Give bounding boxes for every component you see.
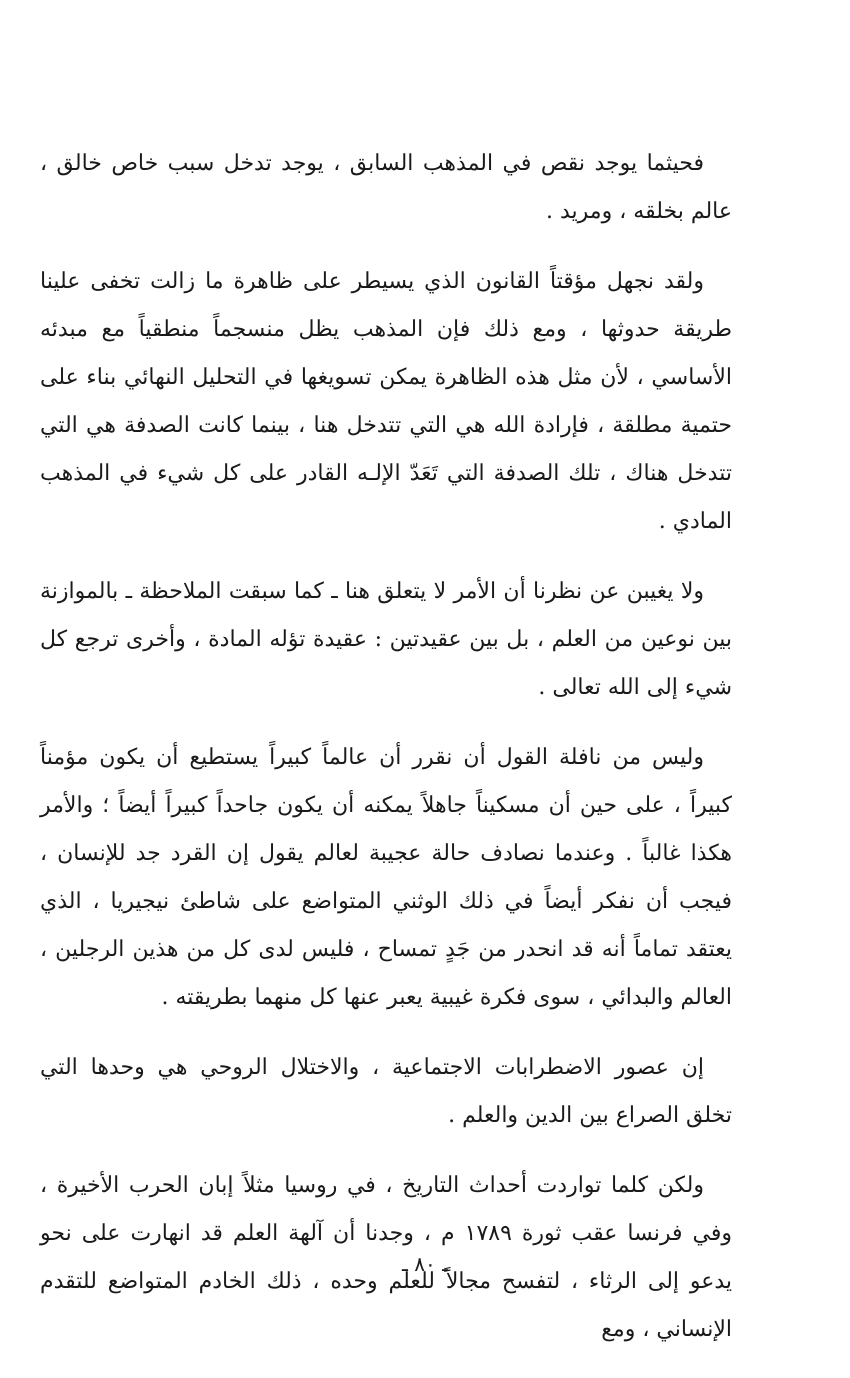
page-number: ـ ٨٠ ـ xyxy=(402,1252,448,1276)
paragraph-5: إن عصور الاضطرابات الاجتماعية ، والاختلال الروحي هي وحدها التي تخلق الصراع بين الدين والعلم . xyxy=(40,1055,732,1128)
paragraph-2: ولقد نجهل مؤقتاً القانون الذي يسيطر على ظاهرة ما زالت تخفى علينا طريقة حدوثها ، ومع ذلك فإن المذهب يظل منسجماً منطقياً مع مبدئه الأساسي ، لأن مثل هذه الظاهرة يمكن تسويغها في التحليل النهائي بناء على حتمية مطلقة ، فإرادة الله هي التي تتدخل هنا ، بينما كانت الصدفة هي التي تتدخل هناك ، تلك الصدفة التي تَعَدّ الإلـه القادر على كل شيء في المذهب المادي . xyxy=(40,269,732,534)
paragraph-6: ولكن كلما تواردت أحداث التاريخ ، في روسيا مثلاً إبان الحرب الأخيرة ، وفي فرنسا عقب ثورة ١٧٨٩ م ، وجدنا أن آلهة العلم قد انهارت على نحو يدعو إلى الرثاء ، لتفسح مجالاً للعلم وحده ، ذلك الخادم المتواضع للتقدم الإنساني ، ومع xyxy=(40,1173,732,1342)
body-text xyxy=(40,140,732,1376)
paragraph-1: فحيثما يوجد نقص في المذهب السابق ، يوجد تدخل سبب خاص خالق ، عالم بخلقه ، ومريد . xyxy=(40,151,732,224)
paragraph-4: وليس من نافلة القول أن نقرر أن عالماً كبيراً يستطيع أن يكون مؤمناً كبيراً ، على حين أن مسكيناً جاهلاً يمكنه أن يكون جاحداً كبيراً أيضاً ؛ والأمر هكذا غالباً . وعندما نصادف حالة عجيبة لعالم يقول إن القرد جد للإنسان ، فيجب أن نفكر أيضاً في ذلك الوثني المتواضع على شاطئ نيجيريا ، الذي يعتقد تماماً أنه قد انحدر من جَدٍ تمساح ، فليس لدى كل من هذين الرجلين ، العالم والبدائي ، سوى فكرة غيبية يعبر عنها كل منهما بطريقته . xyxy=(40,745,732,1010)
paragraph-3: ولا يغيبن عن نظرنا أن الأمر لا يتعلق هنا ـ كما سبقت الملاحظة ـ بالموازنة بين نوعين من العلم ، بل بين عقيدتين : عقيدة تؤله المادة ، وأخرى ترجع كل شيء إلى الله تعالى . xyxy=(40,579,732,700)
